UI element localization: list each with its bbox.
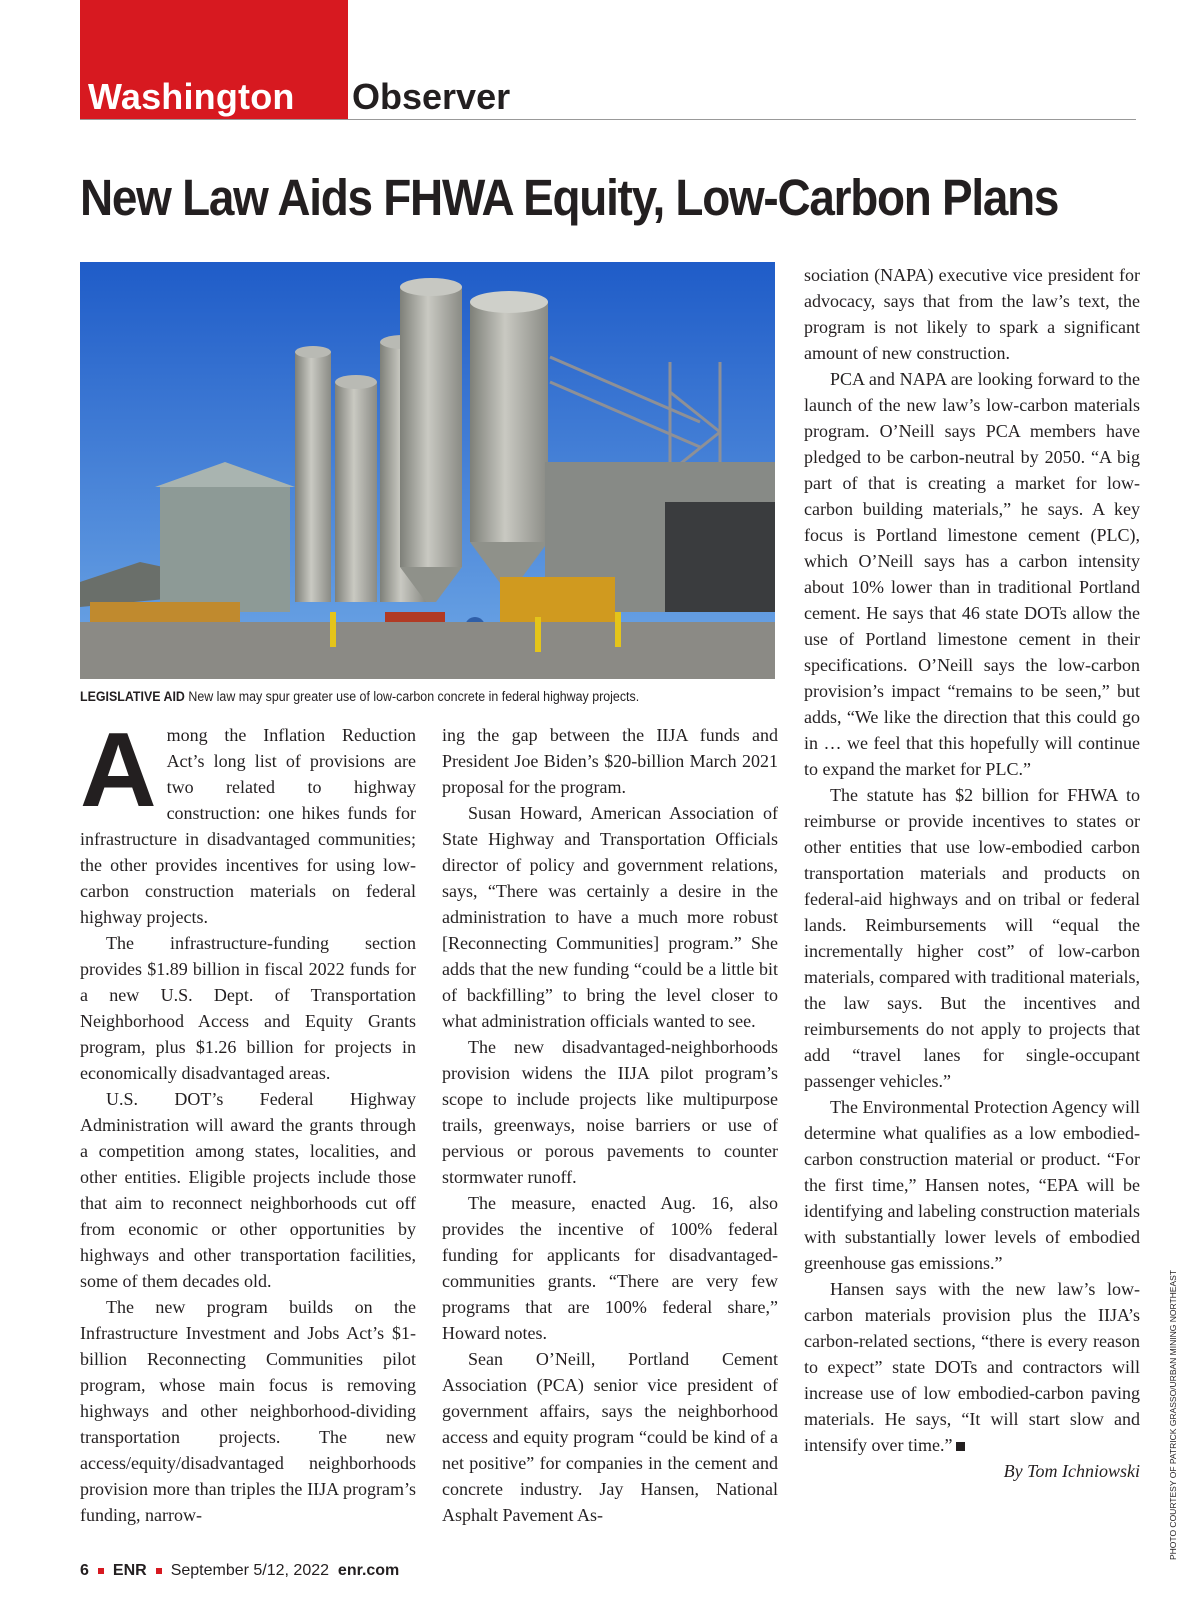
paragraph: PCA and NAPA are looking forward to the launch of the new law’s low-carbon materials program. O’Neill says PCA members have pledged to be carbon-neutral by 2050. “A big part of that is creating a market for low-carbon building materials,” he says. A key focus is Portland limestone cement (PLC), which O’Neill says has a carbon intensity about 10% lower than in traditional Portland cement. He says that 46 state DOTs allow the use of Portland limestone cement in their specifications. O’Neill says the low-carbon provision’s impact “remains to be seen,” but adds, “We like the direction that this could go in … we feel that this hopefully will continue to expand the market for PLC.”	[804, 369, 1140, 779]
issue-date: September 5/12, 2022	[170, 1562, 330, 1579]
caption-label: LEGISLATIVE AID	[80, 689, 185, 704]
paragraph: mong the Inflation Reduction Act’s long list of provisions are two related to highway construction: one hikes funds for infrastructure in disadvantaged communities; the other provides incentives for using low-carbon construction materials on federal highway projects.	[80, 725, 416, 927]
headline: New Law Aids FHWA Equity, Low-Carbon Plans	[80, 169, 1059, 226]
paragraph: sociation (NAPA) executive vice president for advocacy, says that from the law’s text, the program is not likely to spark a significant amount of new construction.	[804, 265, 1140, 363]
paragraph: The Environmental Protection Agency will determine what qualifies as a low embodied-carbon construction material or product. “For the first time,” Hansen notes, “EPA will be identifying and labeling construction materials with substantially lower levels of embodied greenhouse gas emissions.”	[804, 1097, 1140, 1273]
paragraph: ing the gap between the IIJA funds and President Joe Biden’s $20-billion March 2021 proposal for the program.	[442, 725, 778, 797]
drop-cap: A	[80, 711, 157, 829]
square-bullet-icon	[98, 1568, 104, 1574]
section-rule	[80, 119, 1136, 120]
section-label-observer: Observer	[352, 76, 511, 117]
paragraph: Sean O’Neill, Portland Cement Association (PCA) senior vice president of government affairs, says the neighborhood access and equity program “could be kind of a net positive” for companies in the cement and concrete industry. Jay Hansen, National Asphalt Pavement As-	[442, 1349, 778, 1525]
caption-text: New law may spur greater use of low-carbon concrete in federal highway projects.	[188, 689, 640, 704]
paragraph: U.S. DOT’s Federal Highway Administration will award the grants through a competition among states, localities, and other entities. Eligible projects include those that aim to reconnect neighborhoods cut off from economic or other opportunities by highways and other transportation facilities, some of them decades old.	[80, 1089, 416, 1291]
page-number: 6	[80, 1562, 89, 1579]
section-label-red	[80, 0, 348, 120]
paragraph: The new program builds on the Infrastructure Investment and Jobs Act’s $1-billion Reconnecting Communities pilot program, whose main focus is removing highways and other neighborhood-dividing transportation projects. The new access/equity/disadvantaged neighborhoods provision more than triples the IIJA program’s funding, narrow-	[80, 1297, 416, 1525]
paragraph: Susan Howard, American Association of State Highway and Transportation Officials director of policy and government relations, says, “There was certainly a desire in the administration to have a much more robust [Reconnecting Communities] program.” She adds that the new funding “could be a little bit of backfilling” to bring the level closer to what administration officials wanted to see.	[442, 803, 778, 1031]
paragraph-text: Hansen says with the new law’s low-carbon materials provision plus the IIJA’s carbon-related sections, “there is every reason to expect” state DOTs and contractors will increase use of low embodied-carbon paving materials. He says, “It will start slow and intensify over time.”	[804, 1279, 1140, 1455]
paragraph: The measure, enacted Aug. 16, also provides the incentive of 100% federal funding for applicants for disadvantaged-communities grants. “There are very few programs that are 100% federal share,” Howard notes.	[442, 1193, 778, 1343]
article-column-3	[804, 262, 1140, 1484]
photo-caption	[80, 689, 724, 704]
concrete-plant-illustration	[80, 262, 775, 679]
paragraph: The statute has $2 billion for FHWA to reimburse or provide incentives to states or other entities that use low-embodied carbon transportation materials and products on federal-aid highways and on tribal or federal lands. Reimbursements will “equal the incrementally higher cost” of low-carbon materials, compared with traditional materials, the law says. But the incentives and reimbursements do not apply to projects that add “travel lanes for single-occupant passenger vehicles.”	[804, 785, 1140, 1091]
page-footer	[80, 1562, 399, 1580]
paragraph	[804, 1276, 1140, 1458]
publication-name: ENR	[112, 1562, 147, 1579]
paragraph: The infrastructure-funding section provides $1.89 billion in fiscal 2022 funds for a new U.S. Dept. of Transportation Neighborhood Access and Equity Grants program, plus $1.26 billion for projects in economically disadvantaged areas.	[80, 933, 416, 1083]
section-label-washington: Washington	[88, 76, 295, 117]
byline: By Tom Ichniowski	[1003, 1461, 1140, 1481]
article-column-1	[80, 711, 416, 1528]
article-column-2	[442, 722, 778, 1528]
square-bullet-icon	[156, 1568, 162, 1574]
website-link[interactable]: enr.com	[337, 1562, 400, 1579]
paragraph: The new disadvantaged-neighborhoods provision widens the IIJA pilot program’s scope to include projects like multipurpose trails, greenways, noise barriers or use of pervious or porous pavements to counter stormwater runoff.	[442, 1037, 778, 1187]
end-mark-icon	[956, 1442, 965, 1451]
article-photo	[80, 262, 775, 679]
photo-credit: PHOTO COURTESY OF PATRICK GRASSO/URBAN MINING NORTHEAST	[1168, 1270, 1178, 1560]
